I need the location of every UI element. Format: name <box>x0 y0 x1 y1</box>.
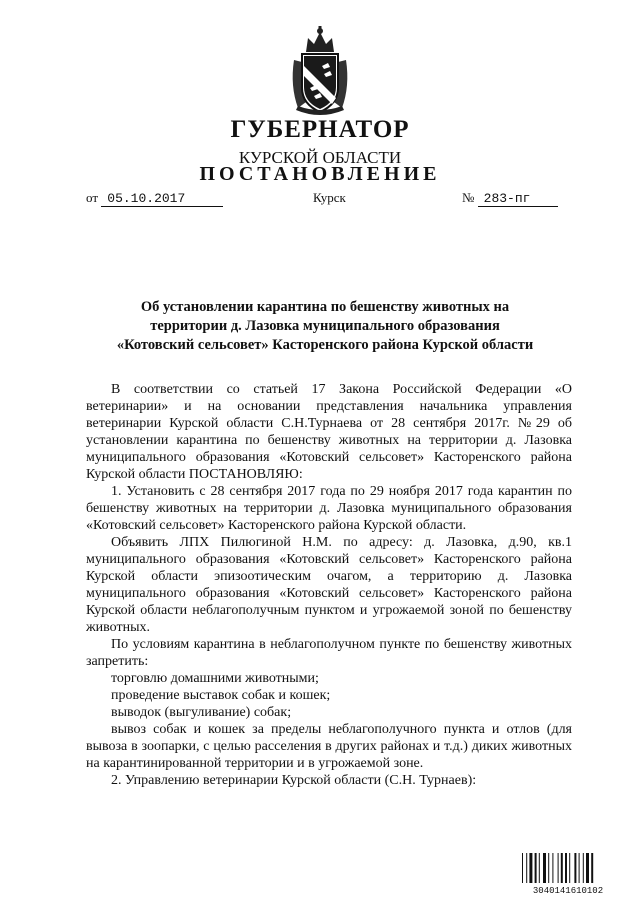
subject-line: «Котовский сельсовет» Касторенского района Курской области <box>116 337 534 353</box>
barcode-bar <box>522 853 523 883</box>
document-body <box>86 381 572 789</box>
barcode-bars <box>522 853 593 883</box>
barcode-bar <box>586 853 589 883</box>
barcode <box>520 851 616 895</box>
barcode-bar <box>565 853 567 883</box>
prohibition-item: торговлю домашними животными; <box>111 671 319 686</box>
barcode-bar <box>591 853 593 883</box>
region-title: КУРСКОЙ ОБЛАСТИ <box>238 148 402 167</box>
barcode-bar <box>561 853 563 883</box>
prohibition-intro-paragraph: По условиям карантина в неблагополучном пункте по бешенству животных запретить: <box>86 637 572 669</box>
intro-paragraph: В соответствии со статьей 17 Закона Российской Федерации «О ветеринарии» и на основании представления начальника управления ветеринарии Курской области С.Н.Турнаева от 28 сентября 2017г. №29 об установлении карантина по бешенству животных на территории д. Лазовка муниципального образования «Котовский сельсовет» Касторенского района Курской области ПОСТАНОВЛЯЮ: <box>86 382 572 482</box>
focus-declaration-paragraph: Объявить ЛПХ Пилюгиной Н.М. по адресу: д. Лазовка, д.90, кв.1 муниципального образования «Котовский сельсовет» Касторенского района Курской области эпизоотическим очагом, а территорию д. Лазовка муниципального образования «Котовский сельсовет» Касторенского района Курской области неблагополучным пунктом и угрожаемой зоной по бешенству животных. <box>86 535 572 635</box>
barcode-bar <box>543 853 546 883</box>
barcode-bar <box>539 853 540 883</box>
document-subject <box>110 298 540 355</box>
document-type-title: ПОСТАНОВЛЕНИЕ <box>199 163 441 185</box>
document-number: 283-пг <box>478 191 558 207</box>
barcode-bar <box>548 853 549 883</box>
number-field <box>462 190 558 207</box>
prohibition-item: проведение выставок собак и кошек; <box>111 688 331 703</box>
subject-line: территории д. Лазовка муниципального образования <box>150 318 500 334</box>
date-field <box>86 190 223 207</box>
date-prefix: от <box>86 190 99 205</box>
prohibition-item: вывоз собак и кошек за пределы неблагополучного пункта и отлов (для вывоза в зоопарки, с целью расселения в других районах и т.д.) диких животных на карантинированной территории и в угрожаемой зоне. <box>86 722 572 771</box>
barcode-bar <box>579 853 580 883</box>
barcode-bar <box>552 853 553 883</box>
city-label: Курск <box>313 190 346 205</box>
prohibition-item: выводок (выгуливание) собак; <box>111 705 292 720</box>
subject-line: Об установлении карантина по бешенству животных на <box>140 299 510 315</box>
barcode-number: 3040141610102 <box>532 886 604 895</box>
item-1-paragraph: 1. Установить с 28 сентября 2017 года по 29 ноября 2017 года карантин по бешенству животных на территории д. Лазовка муниципального образования «Котовский сельсовет» Касторенского района Курской области. <box>86 484 572 533</box>
barcode-bar <box>529 853 532 883</box>
barcode-bar <box>558 853 559 883</box>
item-2-paragraph: 2. Управлению ветеринарии Курской области (С.Н. Турнаев): <box>111 773 477 788</box>
number-prefix: № <box>462 190 475 205</box>
barcode-bar <box>526 853 527 883</box>
governor-title: ГУБЕРНАТОР <box>230 116 410 143</box>
barcode-bar <box>569 853 570 883</box>
barcode-bar <box>583 853 584 883</box>
coat-of-arms-emblem <box>288 26 352 118</box>
barcode-bar <box>535 853 537 883</box>
document-date: 05.10.2017 <box>101 191 223 207</box>
barcode-bar <box>574 853 576 883</box>
